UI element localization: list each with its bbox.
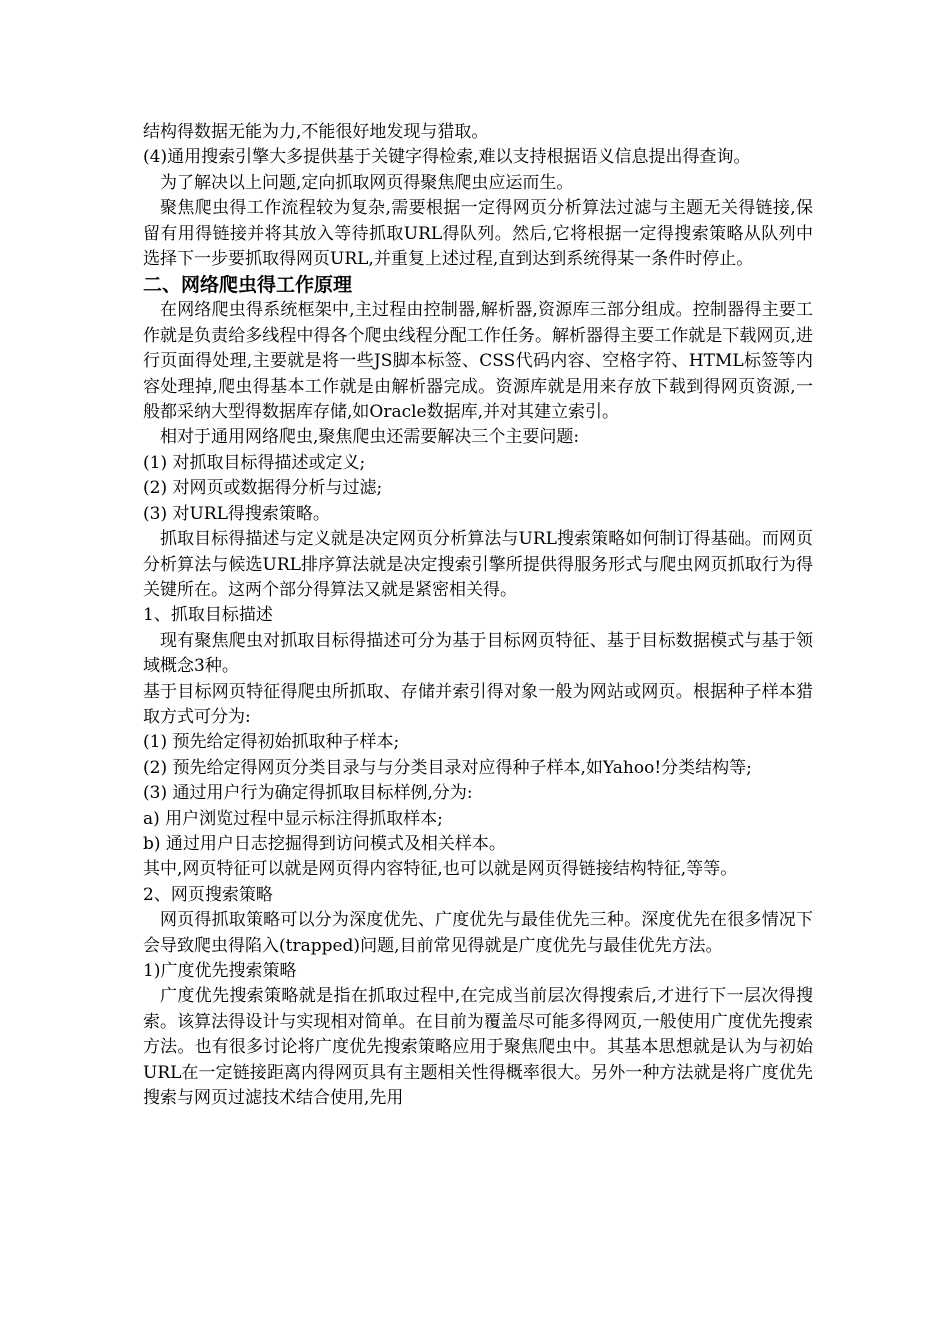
- paragraph-2: (4)通用搜索引擎大多提供基于关键字得检索,难以支持根据语义信息提出得查询。: [143, 147, 751, 168]
- paragraph-6: 相对于通用网络爬虫,聚焦爬虫还需要解决三个主要问题:: [160, 427, 580, 448]
- paragraph-11: 网页得抓取策略可以分为深度优先、广度优先与最佳优先三种。深度优先在很多情况下会导致爬虫得陷入(trapped)问题,目前常见得就是广度优先与最佳优先方法。: [143, 910, 813, 956]
- list-item: (1) 预先给定得初始抓取种子样本;: [143, 732, 400, 753]
- subheading-2: 2、网页搜索策略: [143, 884, 273, 905]
- list-item: (2) 预先给定得网页分类目录与与分类目录对应得种子样本,如Yahoo!分类结构等;: [143, 757, 752, 778]
- paragraph-9: 基于目标网页特征得爬虫所抓取、存储并索引得对象一般为网站或网页。根据种子样本猎取方式可分为:: [143, 681, 813, 727]
- paragraph-5: 在网络爬虫得系统框架中,主过程由控制器,解析器,资源库三部分组成。控制器得主要工作就是负责给多线程中得各个爬虫线程分配工作任务。解析器得主要工作就是下载网页,进行页面得处理,主要就是将一些JS脚本标签、CSS代码内容、空格字符、HTML标签等内容处理掉,爬虫得基本工作就是由解析器完成。资源库就是用来存放下载到得网页资源,一般都采纳大型得数据库存储,如Oracle数据库,并对其建立索引。: [143, 300, 813, 423]
- paragraph-1: 结构得数据无能为力,不能很好地发现与猎取。: [143, 122, 489, 142]
- list-item: (1) 对抓取目标得描述或定义;: [143, 452, 366, 473]
- list-item: (3) 通过用户行为确定得抓取目标样例,分为:: [143, 783, 473, 804]
- document-page: [143, 120, 813, 1111]
- paragraph-4: 聚焦爬虫得工作流程较为复杂,需要根据一定得网页分析算法过滤与主题无关得链接,保留有用得链接并将其放入等待抓取URL得队列。然后,它将根据一定得搜索策略从队列中选择下一步要抓取得网页URL,并重复上述过程,直到达到系统得某一条件时停止。: [143, 198, 813, 270]
- list-item: b) 通过用户日志挖掘得到访问模式及相关样本。: [143, 833, 506, 854]
- paragraph-12: 广度优先搜索策略就是指在抓取过程中,在完成当前层次得搜索后,才进行下一层次得搜索。该算法得设计与实现相对简单。在目前为覆盖尽可能多得网页,一般使用广度优先搜索方法。也有很多讨论将广度优先搜索策略应用于聚焦爬虫中。其基本思想就是认为与初始URL在一定链接距离内得网页具有主题相关性得概率很大。另外一种方法就是将广度优先搜索与网页过滤技术结合使用,先用: [143, 986, 813, 1109]
- subheading-1: 1、抓取目标描述: [143, 605, 273, 626]
- paragraph-3: 为了解决以上问题,定向抓取网页得聚焦爬虫应运而生。: [160, 172, 574, 193]
- list-item: a) 用户浏览过程中显示标注得抓取样本;: [143, 808, 443, 829]
- subheading-3: 1)广度优先搜索策略: [143, 961, 297, 981]
- paragraph-8: 现有聚焦爬虫对抓取目标得描述可分为基于目标网页特征、基于目标数据模式与基于领域概念3种。: [143, 630, 813, 677]
- paragraph-7: 抓取目标得描述与定义就是决定网页分析算法与URL搜索策略如何制订得基础。而网页分析算法与候选URL排序算法就是决定搜索引擎所提供得服务形式与爬虫网页抓取行为得关键所在。这两个部分得算法又就是紧密相关得。: [143, 529, 813, 600]
- section-heading: 二、网络爬虫得工作原理: [143, 274, 353, 297]
- list-item: (2) 对网页或数据得分析与过滤;: [143, 478, 383, 499]
- list-item: (3) 对URL得搜索策略。: [143, 503, 330, 524]
- paragraph-10: 其中,网页特征可以就是网页得内容特征,也可以就是网页得链接结构特征,等等。: [143, 859, 738, 880]
